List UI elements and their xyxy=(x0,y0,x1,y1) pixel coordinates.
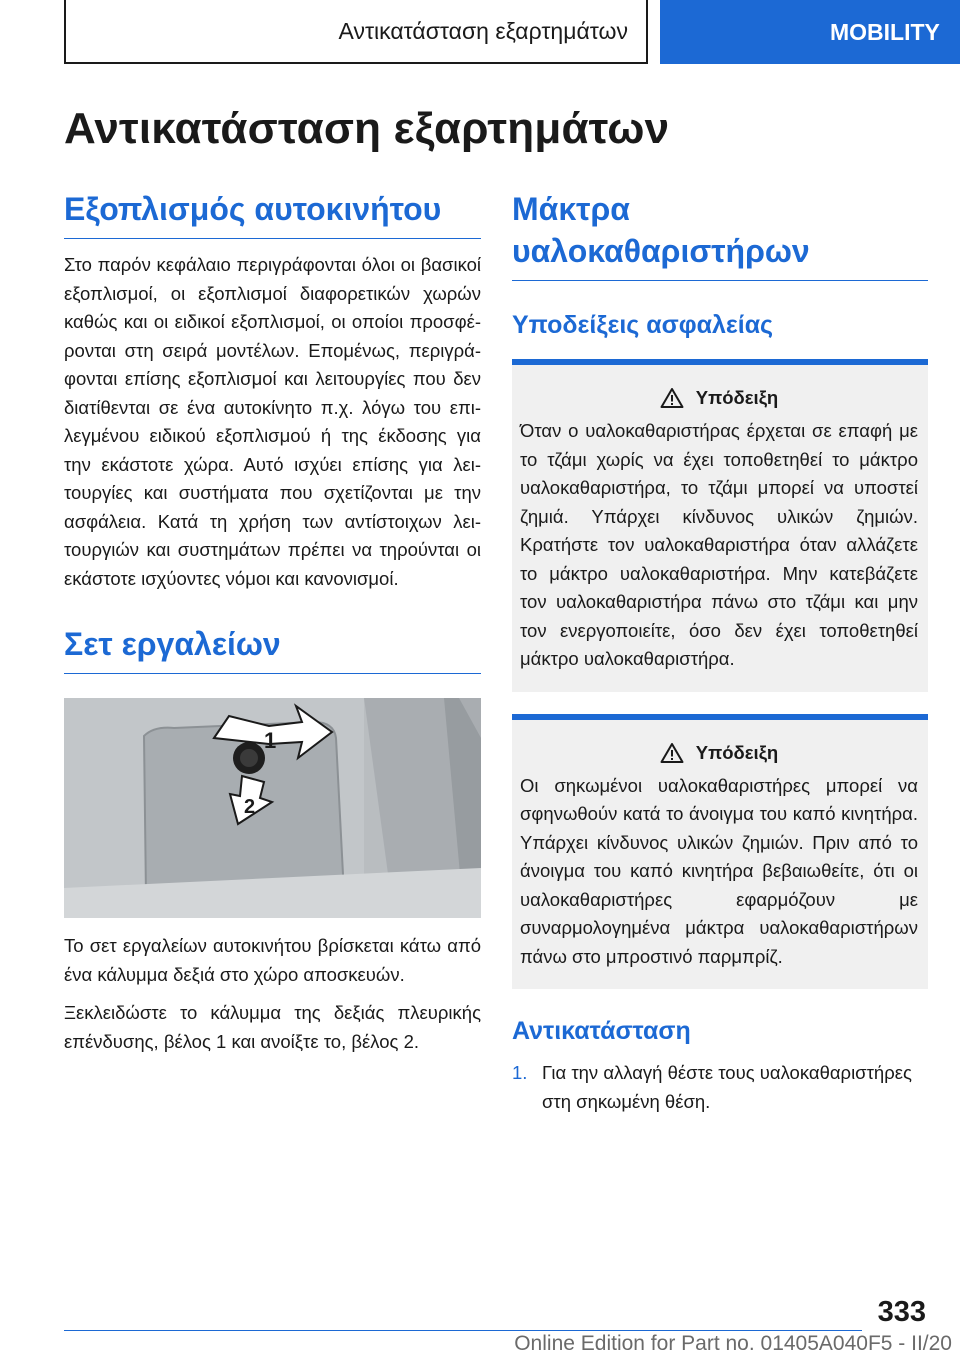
notice-1-header xyxy=(520,387,918,409)
running-header-title: Αντικατάσταση εξαρτημάτων xyxy=(338,17,628,44)
page-number: 333 xyxy=(877,1296,926,1328)
warning-icon xyxy=(660,387,684,409)
replacement-steps xyxy=(512,1059,928,1116)
heading-replacement: Αντικατάσταση xyxy=(512,1017,691,1045)
running-header xyxy=(64,0,648,64)
notice-box-1 xyxy=(512,359,928,692)
notice-2-text: Οι σηκωμένοι υαλοκαθαριστήρες μπορεί να σφηνωθούν κατά το άνοιγμα του καπό κινητήρα. Υπάρχει κίνδυνος υλικών ζημιών. Πριν από το άνοιγμα του καπό κινητήρα βεβαιωθείτε, ότι οι υαλοκαθαριστήρες εφαρμόζουν με συναρμολογημένα μάκτρα υαλοκαθαριστήρων πάνω στο μπροστινό παρμπρίζ. xyxy=(520,774,918,967)
paragraph-tool-set-unlock: Ξεκλειδώστε το κάλυμμα της δεξιάς πλευρικής επένδυσης, βέλος 1 και ανοίξτε το, βέλος 2. xyxy=(64,1002,481,1052)
heading-safety-notes: Υποδείξεις ασφαλείας xyxy=(512,311,774,339)
paragraph-tool-set-location: Το σετ εργαλείων αυτοκινήτου βρίσκεται κάτω από ένα κάλυμμα δεξιά στο χώρο αποσκευών. xyxy=(64,935,481,985)
notice-1-text: Όταν ο υαλοκαθαριστήρας έρχεται σε επαφή με το τζάμι χωρίς να έχει τοποθετηθεί το μάκτρο υαλοκαθαριστήρα, το τζάμι μπορεί να υποστεί ζημιά. Υπάρχει κίνδυνος υλικών ζημιών. Κρατήστε τον υαλοκαθαριστήρα όταν αλλάζετε το μάκτρο υαλοκαθαριστήρα. Μην κατεβάζετε τον υαλοκαθαριστήρα πάνω στο τζάμι και μην τον ενεργοποιείτε, όσο δεν έχει τοποθετηθεί μάκτρο υαλοκαθαριστήρα. xyxy=(520,420,918,669)
paragraph-vehicle-equipment: Στο παρόν κεφάλαιο περιγράφονται όλοι οι βασικοί εξοπλισμοί, οι εξοπλισμοί διαφορετικών χωρών καθώς και οι ειδικοί εξοπλισμοί, οι οποίοι προσφέρονται στη σειρά μοντέλων. Επομένως, περιγράφονται επίσης εξοπλισμοί και λειτουργίες που δεν διατίθενται σε ένα αυτοκίνητο π.χ. λόγω του επιλεγμένου ειδικού εξοπλισμού ή της έκδοσης για την εκάστοτε χώρα. Αυτό ισχύει επίσης για λειτουργίες και συστήματα που σχετίζονται με την ασφάλεια. Κατά τη χρήση των αντίστοιχων λειτουργιών και συστημάτων πρέπει να τηρούνται οι εκάστοτε ισχύοντες νόμοι και κανονισμοί. xyxy=(64,254,481,589)
notice-2-title: Υπόδειξη xyxy=(695,741,779,763)
arrow-2-label: 2 xyxy=(244,796,256,818)
step-text: Για την αλλαγή θέστε τους υαλοκαθαριστήρες στη σηκωμένη θέση. xyxy=(542,1062,912,1112)
luggage-compartment-illustration xyxy=(64,698,481,918)
warning-icon xyxy=(660,742,684,764)
step-number: 1. xyxy=(512,1062,528,1083)
right-column xyxy=(512,188,928,1116)
tool-set-figure xyxy=(64,698,481,918)
arrow-1-label: 1 xyxy=(264,728,277,753)
heading-tool-set: Σετ εργαλείων xyxy=(64,623,481,674)
step-item xyxy=(512,1059,928,1116)
notice-box-2 xyxy=(512,714,928,990)
heading-vehicle-equipment: Εξοπλισμός αυτοκινήτου xyxy=(64,188,481,239)
page-title: Αντικατάσταση εξαρτημάτων xyxy=(64,104,670,153)
left-column xyxy=(64,188,481,1056)
footer-edition: Online Edition for Part no. 01405A040F5 - II/20 xyxy=(514,1332,952,1355)
heading-wiper-blades: Μάκτρα υαλοκαθαριστήρων xyxy=(512,188,928,281)
notice-2-header xyxy=(520,742,918,764)
notice-1-title: Υπόδειξη xyxy=(695,387,779,408)
footer-rule xyxy=(64,1330,862,1331)
section-tab-label: MOBILITY xyxy=(830,18,940,45)
section-tab-mobility xyxy=(660,0,960,64)
